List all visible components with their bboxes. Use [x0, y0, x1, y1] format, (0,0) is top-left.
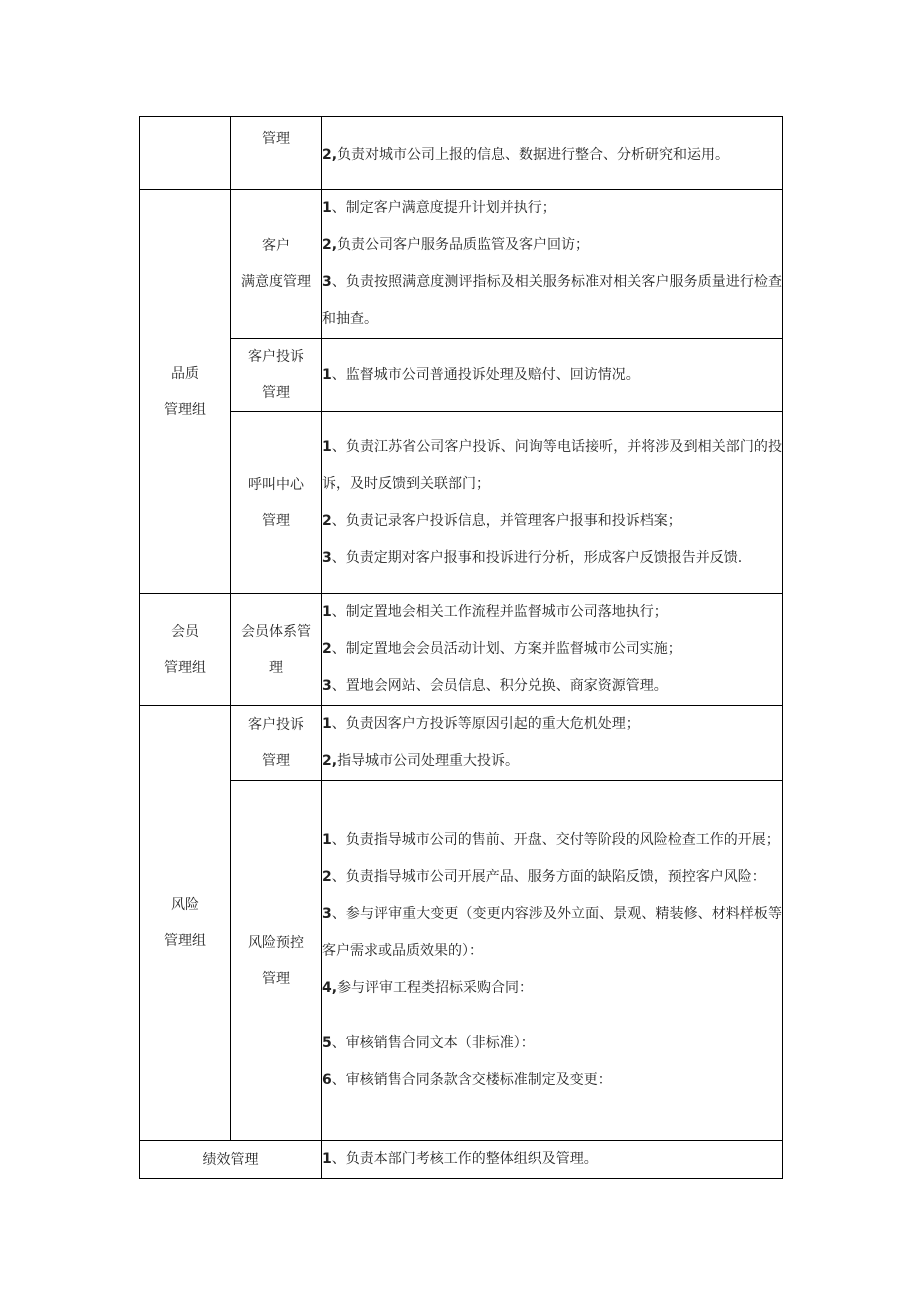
duty-item: 1、负责本部门考核工作的整体组织及管理。	[322, 1151, 598, 1167]
duty-item: 4,参与评审工程类招标采购合同：	[322, 980, 534, 996]
sub-cell-member-system: 会员体系管 理	[231, 594, 322, 706]
table-row	[140, 1141, 783, 1179]
duty-item: 2、负责记录客户投诉信息，并管理客户报事和投诉档案；	[322, 512, 682, 529]
duty-cell	[322, 594, 783, 706]
duty-item: 3、置地会网站、会员信息、积分兑换、商家资源管理。	[322, 678, 668, 694]
duty-item: 1、制定置地会相关工作流程并监督城市公司落地执行；	[322, 604, 668, 620]
group-cell-empty	[140, 117, 231, 190]
duty-item: 2、制定置地会会员活动计划、方案并监督城市公司实施；	[322, 641, 682, 657]
table-row	[140, 190, 783, 339]
table-row	[140, 594, 783, 706]
duty-cell	[322, 190, 783, 339]
sub-cell-complaint: 客户投诉 管理	[231, 339, 322, 412]
performance-label-cell: 绩效管理	[140, 1141, 322, 1179]
group-cell-member: 会员 管理组	[140, 594, 231, 706]
duty-item: 1、负责江苏省公司客户投诉、问询等电话接听，并将涉及到相关部门的投诉，及时反馈到关联部门；	[322, 438, 782, 492]
duty-cell	[322, 339, 783, 412]
duty-item: 6、审核销售合同条款含交楼标准制定及变更：	[322, 1072, 612, 1088]
sub-cell	[231, 117, 322, 190]
responsibility-table	[139, 116, 783, 1179]
group-cell-quality: 品质 管理组	[140, 190, 231, 594]
duty-item: 3、负责定期对客户报事和投诉进行分析，形成客户反馈报告并反馈.	[322, 549, 743, 566]
duty-item: 2、负责指导城市公司开展产品、服务方面的缺陷反馈，预控客户风险：	[322, 869, 766, 885]
table-row	[140, 339, 783, 412]
duty-cell	[322, 117, 783, 190]
sub-cell-risk-complaint: 客户投诉 管理	[231, 706, 322, 781]
sub-cell-callcenter: 呼叫中心 管理	[231, 412, 322, 594]
sub-cell-risk-control: 风险预控 管理	[231, 781, 322, 1141]
duty-item: 2,负责对城市公司上报的信息、数据进行整合、分析研究和运用。	[322, 147, 730, 163]
duty-item: 1、制定客户满意度提升计划并执行；	[322, 200, 556, 216]
group-cell-risk: 风险 管理组	[140, 706, 231, 1141]
sub-label: 管理	[262, 131, 290, 147]
duty-item: 3、参与评审重大变更（变更内容涉及外立面、景观、精装修、材料样板等客户需求或品质效果的）：	[322, 906, 782, 959]
duty-item: 2,负责公司客户服务品质监管及客户回访；	[322, 237, 590, 253]
sub-cell-satisfaction: 客户 满意度管理	[231, 190, 322, 339]
duty-cell	[322, 412, 783, 594]
duty-item: 1、负责指导城市公司的售前、开盘、交付等阶段的风险检查工作的开展；	[322, 832, 780, 848]
duty-cell	[322, 781, 783, 1141]
table-row	[140, 781, 783, 1141]
duty-item: 5、审核销售合同文本（非标准）：	[322, 1035, 535, 1051]
duty-item: 3、负责按照满意度测评指标及相关服务标准对相关客户服务质量进行检查和抽查。	[322, 274, 782, 327]
duty-cell	[322, 1141, 783, 1179]
duty-item: 2,指导城市公司处理重大投诉。	[322, 753, 520, 769]
duty-item: 1、监督城市公司普通投诉处理及赔付、回访情况。	[322, 366, 640, 383]
table-row	[140, 412, 783, 594]
duty-item: 1、负责因客户方投诉等原因引起的重大危机处理；	[322, 716, 640, 732]
table-row	[140, 706, 783, 781]
table-row	[140, 117, 783, 190]
duty-cell	[322, 706, 783, 781]
